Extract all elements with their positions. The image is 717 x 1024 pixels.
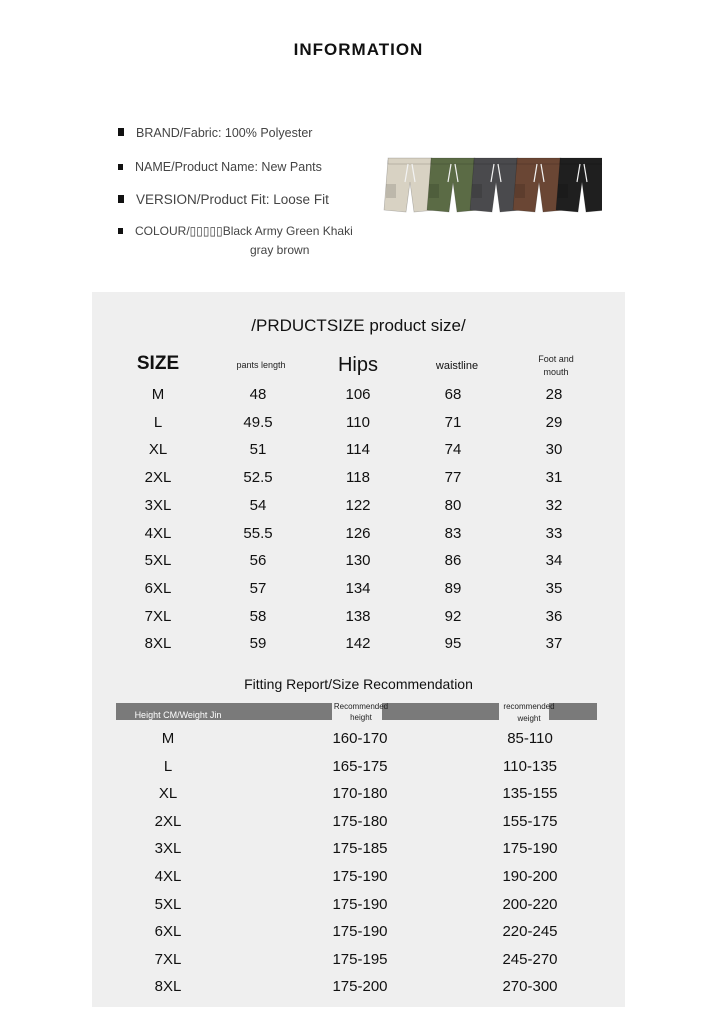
fit-header-weight-2: weight (517, 714, 541, 723)
size-label: 2XL (144, 469, 172, 487)
table-cell: 37 (545, 635, 563, 653)
table-cell: 245-270 (502, 950, 558, 968)
table-cell: 89 (444, 579, 462, 597)
table-cell: 130 (345, 552, 371, 570)
table-cell: 175-190 (332, 895, 388, 913)
size-label: 5XL (144, 552, 172, 570)
table-cell: 85-110 (507, 730, 553, 747)
col-header-hips: Hips (337, 354, 379, 376)
table-cell: 83 (444, 524, 462, 542)
version-row (118, 192, 329, 207)
table-cell: 95 (444, 635, 462, 653)
table-cell: 220-245 (502, 923, 558, 941)
table-cell: 165-175 (332, 757, 388, 775)
shorts-item (556, 158, 602, 212)
table-cell: 28 (545, 386, 563, 403)
table-cell: 175-195 (332, 950, 388, 968)
table-cell: 48 (249, 386, 267, 403)
table-cell: 110-135 (503, 757, 557, 775)
table-cell: 52.5 (243, 469, 273, 487)
size-label: 8XL (144, 635, 172, 653)
table-cell: 51 (249, 441, 267, 459)
name-row (118, 160, 322, 174)
size-label: 4XL (154, 868, 182, 885)
table-cell: 36 (545, 607, 563, 625)
table-cell: 30 (545, 441, 563, 459)
table-cell: 68 (444, 386, 462, 403)
size-label: 5XL (154, 895, 182, 913)
table-cell: 114 (346, 441, 370, 459)
col-header-waist: waistline (435, 360, 479, 372)
colour-text: COLOUR/▯▯▯▯▯Black Army Green Khaki (135, 224, 353, 238)
table-cell: 138 (345, 607, 371, 625)
table-cell: 33 (545, 524, 563, 542)
brand-row (118, 126, 312, 140)
colour-row-cont: gray brown (250, 243, 310, 257)
table-cell: 175-200 (332, 978, 388, 996)
size-label: L (153, 413, 163, 431)
table-cell: 56 (249, 552, 267, 570)
fit-header-weight: recommended (503, 702, 555, 711)
table-cell: 175-190 (332, 923, 388, 941)
bullet-icon (118, 164, 123, 170)
size-table-title: /PRDUCTSIZE product size/ (251, 316, 466, 335)
table-cell: 135-155 (502, 785, 558, 803)
size-label: M (151, 386, 165, 403)
table-cell: 86 (444, 552, 462, 570)
name-text: NAME/Product Name: New Pants (135, 160, 322, 174)
bullet-icon (118, 195, 124, 203)
table-cell: 190-200 (502, 868, 558, 885)
table-cell: 74 (444, 441, 462, 459)
table-cell: 57 (249, 579, 267, 597)
table-cell: 175-190 (332, 868, 388, 885)
table-cell: 155-175 (502, 812, 558, 830)
brand-text: BRAND/Fabric: 100% Polyester (136, 126, 313, 140)
table-cell: 77 (444, 469, 462, 487)
table-cell: 32 (545, 496, 563, 514)
page-title: INFORMATION (293, 40, 424, 59)
size-label: M (161, 730, 175, 747)
product-image (378, 152, 602, 220)
table-cell: 34 (545, 552, 563, 570)
size-label: XL (158, 785, 178, 803)
table-cell: 122 (345, 496, 371, 514)
table-cell: 110 (346, 413, 370, 431)
table-cell: 58 (249, 607, 267, 625)
table-cell: 270-300 (502, 978, 558, 996)
table-cell: 80 (444, 496, 462, 514)
table-cell: 170-180 (332, 785, 388, 803)
table-cell: 49.5 (243, 413, 273, 431)
size-label: 3XL (144, 496, 172, 514)
size-label: 7XL (144, 607, 172, 625)
table-cell: 126 (345, 524, 371, 542)
size-label: 4XL (144, 524, 172, 542)
table-cell: 118 (346, 469, 370, 487)
table-cell: 175-190 (502, 840, 558, 858)
bullet-icon (118, 128, 124, 136)
table-cell: 200-220 (502, 895, 558, 913)
size-label: 3XL (154, 840, 182, 858)
table-cell: 35 (545, 579, 563, 597)
size-label: 8XL (154, 978, 182, 996)
table-cell: 29 (545, 413, 563, 431)
bullet-icon (118, 228, 123, 234)
table-cell: 175-180 (332, 812, 388, 830)
table-cell: 134 (345, 579, 371, 597)
table-cell: 106 (345, 386, 371, 403)
col-header-size: SIZE (136, 353, 180, 374)
table-cell: 55.5 (243, 524, 273, 542)
size-label: 7XL (154, 950, 182, 968)
fit-table-title: Fitting Report/Size Recommendation (244, 676, 473, 692)
col-header-mouth: mouth (543, 367, 569, 377)
table-cell: 59 (249, 635, 267, 653)
col-header-length: pants length (236, 360, 286, 370)
table-cell: 71 (444, 413, 462, 431)
version-text: VERSION/Product Fit: Loose Fit (136, 192, 329, 207)
size-label: 6XL (154, 923, 182, 941)
table-cell: 175-185 (332, 840, 388, 858)
table-cell: 31 (545, 469, 563, 487)
fit-header-height: Recommended (333, 702, 389, 711)
size-label: XL (148, 441, 168, 459)
size-label: L (163, 757, 173, 775)
fit-header-size: Height CM/Weight Jin (134, 710, 222, 720)
table-cell: 54 (249, 496, 267, 514)
colour-row (118, 224, 353, 238)
table-cell: 142 (345, 635, 371, 653)
col-header-foot: Foot and (538, 354, 574, 364)
table-cell: 160-170 (332, 730, 388, 747)
table-cell: 92 (444, 607, 462, 625)
size-label: 6XL (144, 579, 172, 597)
fit-header-height-2: height (350, 713, 372, 722)
size-label: 2XL (154, 812, 182, 830)
